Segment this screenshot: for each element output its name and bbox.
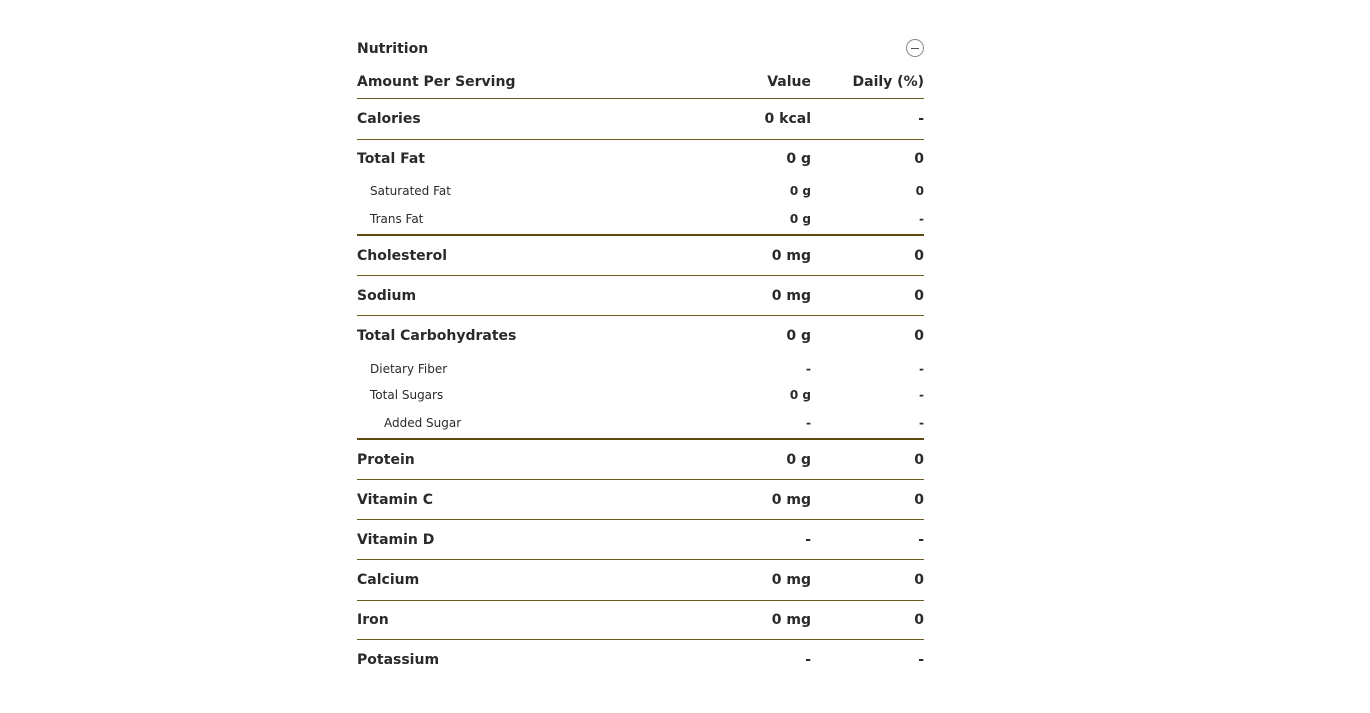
column-header-value: Value bbox=[767, 74, 811, 90]
row-value: 0 g bbox=[786, 451, 811, 468]
row-daily: 0 bbox=[914, 451, 924, 468]
row-value: 0 mg bbox=[771, 287, 811, 304]
row-value: - bbox=[805, 531, 811, 548]
row-total-sugars bbox=[357, 382, 924, 408]
row-label: Iron bbox=[357, 612, 389, 628]
row-value: 0 g bbox=[786, 327, 811, 344]
row-value: 0 mg bbox=[771, 612, 811, 628]
column-header-row bbox=[357, 66, 924, 99]
row-daily: - bbox=[918, 111, 924, 127]
row-label: Calcium bbox=[357, 572, 420, 588]
row-protein bbox=[357, 438, 924, 479]
row-daily: - bbox=[919, 416, 924, 430]
row-cholesterol bbox=[357, 234, 924, 275]
row-dietary-fiber bbox=[357, 355, 924, 382]
row-daily: 0 bbox=[914, 247, 924, 264]
minus-circle-icon[interactable] bbox=[906, 39, 924, 57]
row-daily: 0 bbox=[914, 327, 924, 344]
row-label: Cholesterol bbox=[357, 247, 447, 264]
row-value: 0 mg bbox=[771, 572, 811, 588]
row-daily: 0 bbox=[914, 287, 924, 304]
row-potassium bbox=[357, 639, 924, 680]
column-header-daily: Daily (%) bbox=[852, 74, 924, 90]
column-header-amount: Amount Per Serving bbox=[357, 74, 516, 90]
row-value: 0 g bbox=[786, 151, 811, 167]
row-daily: - bbox=[919, 212, 924, 226]
row-total-fat bbox=[357, 139, 924, 178]
row-daily: 0 bbox=[915, 184, 924, 198]
row-label: Saturated Fat bbox=[370, 184, 451, 198]
row-added-sugar bbox=[357, 408, 924, 438]
row-value: - bbox=[805, 652, 811, 668]
row-label: Vitamin C bbox=[357, 491, 434, 508]
row-saturated-fat bbox=[357, 178, 924, 204]
row-label: Added Sugar bbox=[384, 416, 462, 430]
row-value: 0 g bbox=[789, 212, 811, 226]
row-daily: - bbox=[918, 531, 924, 548]
row-daily: - bbox=[918, 652, 924, 668]
panel-title: Nutrition bbox=[357, 41, 429, 57]
row-daily: 0 bbox=[914, 572, 924, 588]
row-calcium bbox=[357, 559, 924, 600]
row-label: Total Carbohydrates bbox=[357, 327, 517, 344]
row-daily: - bbox=[919, 361, 924, 376]
nutrition-header bbox=[357, 36, 924, 66]
row-label: Total Sugars bbox=[370, 388, 444, 402]
row-label: Potassium bbox=[357, 652, 440, 668]
nutrition-panel bbox=[357, 36, 924, 680]
row-sodium bbox=[357, 275, 924, 315]
row-daily: 0 bbox=[914, 612, 924, 628]
row-daily: 0 bbox=[914, 151, 924, 167]
row-label: Total Fat bbox=[357, 151, 426, 167]
row-value: 0 kcal bbox=[764, 111, 811, 127]
row-calories bbox=[357, 99, 924, 139]
row-label: Calories bbox=[357, 111, 421, 127]
row-vitamin-c bbox=[357, 479, 924, 519]
row-value: 0 mg bbox=[771, 491, 811, 508]
row-label: Protein bbox=[357, 451, 415, 468]
minus-bar bbox=[911, 48, 919, 49]
row-vitamin-d bbox=[357, 519, 924, 559]
row-value: - bbox=[806, 361, 811, 376]
row-label: Vitamin D bbox=[357, 531, 435, 548]
row-label: Sodium bbox=[357, 287, 417, 304]
row-value: 0 g bbox=[789, 388, 811, 402]
row-daily: 0 bbox=[914, 491, 924, 508]
row-label: Trans Fat bbox=[370, 212, 424, 226]
row-value: 0 g bbox=[789, 184, 811, 198]
row-iron bbox=[357, 600, 924, 639]
row-label: Dietary Fiber bbox=[370, 361, 448, 376]
row-total-carbohydrates bbox=[357, 315, 924, 355]
row-value: 0 mg bbox=[771, 247, 811, 264]
row-value: - bbox=[806, 416, 811, 430]
row-daily: - bbox=[919, 388, 924, 402]
row-trans-fat bbox=[357, 204, 924, 234]
